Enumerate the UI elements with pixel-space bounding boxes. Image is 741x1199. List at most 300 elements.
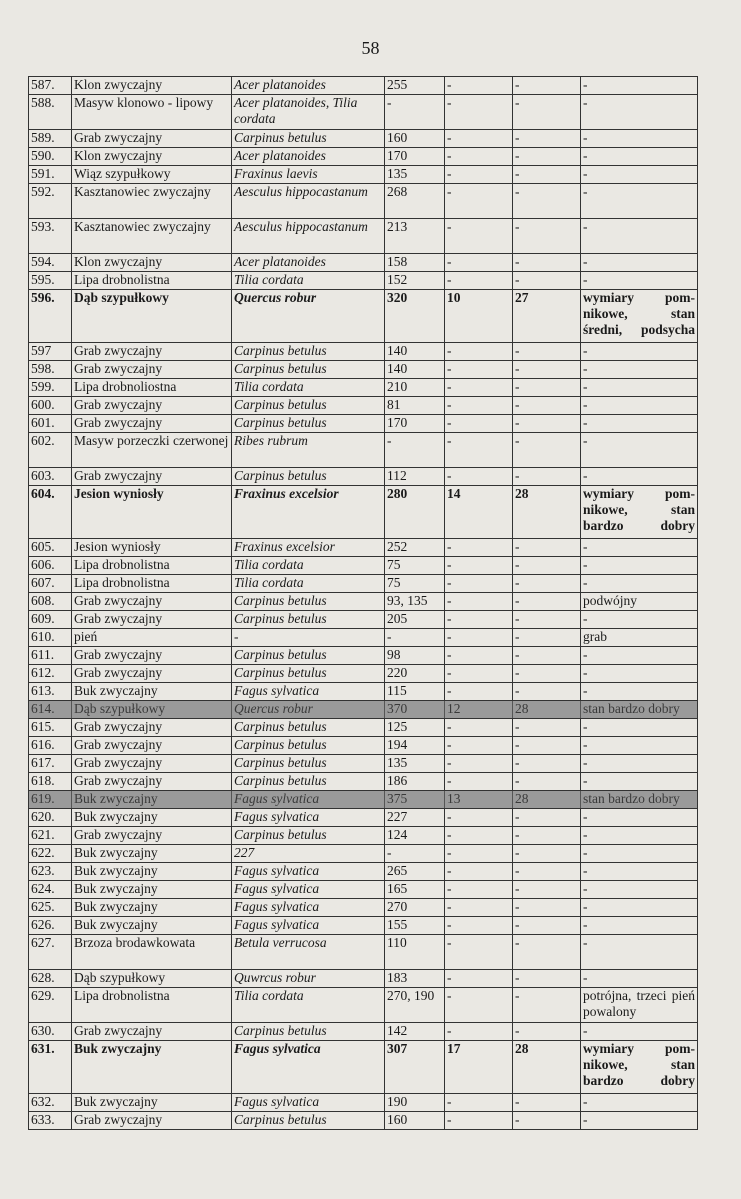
cell-row-number: 602. bbox=[31, 433, 55, 448]
table-row bbox=[29, 557, 697, 575]
cell-row-number: 596. bbox=[31, 290, 55, 305]
cell-circumference: 112 bbox=[384, 468, 444, 485]
cell-remarks: - bbox=[580, 683, 697, 700]
cell-remarks: - bbox=[580, 611, 697, 628]
cell-polish-name: Grab zwyczajny bbox=[71, 415, 231, 432]
table-row bbox=[29, 95, 697, 130]
cell-crown-width: 28 bbox=[512, 791, 580, 808]
cell-height: - bbox=[444, 433, 512, 467]
cell-crown-width: - bbox=[512, 361, 580, 378]
cell-row-number: 612. bbox=[31, 665, 55, 680]
cell-crown-width: - bbox=[512, 593, 580, 610]
cell-height: - bbox=[444, 379, 512, 396]
cell-row-number: 595. bbox=[31, 272, 55, 287]
cell-remarks: - bbox=[580, 845, 697, 862]
cell-height: - bbox=[444, 468, 512, 485]
cell-row-number: 617. bbox=[31, 755, 55, 770]
table-row bbox=[29, 290, 697, 343]
cell-height: - bbox=[444, 1094, 512, 1111]
cell-crown-width: 27 bbox=[512, 290, 580, 342]
cell-remarks: - bbox=[580, 863, 697, 880]
cell-polish-name: Grab zwyczajny bbox=[71, 1023, 231, 1040]
cell-remarks: - bbox=[580, 148, 697, 165]
cell-crown-width: - bbox=[512, 737, 580, 754]
cell-crown-width: - bbox=[512, 254, 580, 271]
cell-height: - bbox=[444, 863, 512, 880]
cell-height: - bbox=[444, 881, 512, 898]
cell-crown-width: - bbox=[512, 1023, 580, 1040]
cell-remarks: - bbox=[580, 130, 697, 147]
cell-crown-width: 28 bbox=[512, 486, 580, 538]
cell-polish-name: Jesion wyniosły bbox=[71, 539, 231, 556]
cell-crown-width: - bbox=[512, 1094, 580, 1111]
cell-circumference: 270 bbox=[384, 899, 444, 916]
cell-polish-name: Buk zwyczajny bbox=[71, 881, 231, 898]
cell-polish-name: Grab zwyczajny bbox=[71, 647, 231, 664]
table-row bbox=[29, 539, 697, 557]
cell-latin-name: 227 bbox=[231, 845, 384, 862]
table-row bbox=[29, 791, 697, 809]
cell-circumference: 158 bbox=[384, 254, 444, 271]
cell-crown-width: - bbox=[512, 881, 580, 898]
table-row bbox=[29, 130, 697, 148]
cell-polish-name: Lipa drobnolistna bbox=[71, 988, 231, 1022]
cell-crown-width: - bbox=[512, 935, 580, 969]
cell-row-number: 592. bbox=[31, 184, 55, 199]
cell-crown-width: - bbox=[512, 845, 580, 862]
cell-row-number: 604. bbox=[31, 486, 55, 501]
cell-crown-width: - bbox=[512, 77, 580, 94]
cell-latin-name: Quercus robur bbox=[231, 701, 384, 718]
cell-circumference: 98 bbox=[384, 647, 444, 664]
cell-latin-name: Fraxinus laevis bbox=[231, 166, 384, 183]
table-row bbox=[29, 737, 697, 755]
cell-latin-name: Fagus sylvatica bbox=[231, 791, 384, 808]
cell-latin-name: Carpinus betulus bbox=[231, 1023, 384, 1040]
cell-row-number: 606. bbox=[31, 557, 55, 572]
cell-row-number: 626. bbox=[31, 917, 55, 932]
cell-polish-name: Grab zwyczajny bbox=[71, 130, 231, 147]
cell-polish-name: Brzoza brodawkowata bbox=[71, 935, 231, 969]
cell-remarks: - bbox=[580, 809, 697, 826]
cell-circumference: 265 bbox=[384, 863, 444, 880]
cell-remarks: - bbox=[580, 935, 697, 969]
table-row bbox=[29, 845, 697, 863]
cell-latin-name: Tilia cordata bbox=[231, 575, 384, 592]
cell-latin-name: Carpinus betulus bbox=[231, 343, 384, 360]
cell-circumference: 252 bbox=[384, 539, 444, 556]
cell-row-number: 609. bbox=[31, 611, 55, 626]
cell-circumference: 270, 190 bbox=[384, 988, 444, 1022]
cell-latin-name: Carpinus betulus bbox=[231, 468, 384, 485]
cell-crown-width: - bbox=[512, 433, 580, 467]
cell-remarks: - bbox=[580, 219, 697, 253]
cell-row-number: 627. bbox=[31, 935, 55, 950]
table-row bbox=[29, 755, 697, 773]
table-row bbox=[29, 343, 697, 361]
cell-polish-name: Buk zwyczajny bbox=[71, 1094, 231, 1111]
cell-height: - bbox=[444, 415, 512, 432]
cell-crown-width: - bbox=[512, 917, 580, 934]
cell-circumference: 152 bbox=[384, 272, 444, 289]
cell-remarks: - bbox=[580, 379, 697, 396]
table-row bbox=[29, 809, 697, 827]
cell-circumference: 140 bbox=[384, 343, 444, 360]
table-row bbox=[29, 575, 697, 593]
cell-polish-name: Jesion wyniosły bbox=[71, 486, 231, 538]
cell-circumference: 124 bbox=[384, 827, 444, 844]
cell-height: - bbox=[444, 755, 512, 772]
cell-remarks: - bbox=[580, 1094, 697, 1111]
cell-circumference: 375 bbox=[384, 791, 444, 808]
cell-height: - bbox=[444, 343, 512, 360]
cell-crown-width: - bbox=[512, 397, 580, 414]
cell-height: - bbox=[444, 647, 512, 664]
cell-row-number: 614. bbox=[31, 701, 55, 716]
cell-remarks: - bbox=[580, 755, 697, 772]
cell-crown-width: - bbox=[512, 899, 580, 916]
cell-remarks: wymiary pom-nikowe, stan średni, podsycha bbox=[580, 290, 697, 342]
cell-row-number: 600. bbox=[31, 397, 55, 412]
cell-polish-name: Grab zwyczajny bbox=[71, 611, 231, 628]
table-row bbox=[29, 881, 697, 899]
table-row bbox=[29, 1041, 697, 1094]
cell-circumference: 93, 135 bbox=[384, 593, 444, 610]
cell-polish-name: Grab zwyczajny bbox=[71, 773, 231, 790]
cell-row-number: 621. bbox=[31, 827, 55, 842]
table-row bbox=[29, 665, 697, 683]
cell-height: - bbox=[444, 1023, 512, 1040]
cell-latin-name: Tilia cordata bbox=[231, 379, 384, 396]
cell-height: - bbox=[444, 95, 512, 129]
cell-row-number: 599. bbox=[31, 379, 55, 394]
cell-polish-name: Lipa drobnolistna bbox=[71, 272, 231, 289]
cell-row-number: 624. bbox=[31, 881, 55, 896]
cell-row-number: 615. bbox=[31, 719, 55, 734]
cell-circumference: - bbox=[384, 845, 444, 862]
table-row bbox=[29, 827, 697, 845]
cell-row-number: 629. bbox=[31, 988, 55, 1003]
table-row bbox=[29, 935, 697, 970]
cell-crown-width: 28 bbox=[512, 701, 580, 718]
cell-polish-name: Buk zwyczajny bbox=[71, 1041, 231, 1093]
cell-circumference: 183 bbox=[384, 970, 444, 987]
cell-circumference: 75 bbox=[384, 575, 444, 592]
cell-height: - bbox=[444, 184, 512, 218]
cell-circumference: 81 bbox=[384, 397, 444, 414]
cell-height: - bbox=[444, 988, 512, 1022]
table-row bbox=[29, 361, 697, 379]
cell-circumference: 205 bbox=[384, 611, 444, 628]
cell-height: - bbox=[444, 166, 512, 183]
cell-row-number: 589. bbox=[31, 130, 55, 145]
cell-polish-name: Buk zwyczajny bbox=[71, 917, 231, 934]
table-row bbox=[29, 219, 697, 254]
cell-polish-name: pień bbox=[71, 629, 231, 646]
cell-polish-name: Klon zwyczajny bbox=[71, 148, 231, 165]
cell-height: - bbox=[444, 1112, 512, 1129]
cell-latin-name: Acer platanoides bbox=[231, 148, 384, 165]
cell-latin-name: Fagus sylvatica bbox=[231, 809, 384, 826]
cell-height: - bbox=[444, 557, 512, 574]
cell-polish-name: Buk zwyczajny bbox=[71, 899, 231, 916]
cell-remarks: - bbox=[580, 539, 697, 556]
cell-circumference: 190 bbox=[384, 1094, 444, 1111]
cell-crown-width: - bbox=[512, 970, 580, 987]
cell-circumference: 165 bbox=[384, 881, 444, 898]
cell-polish-name: Lipa drobnoliostna bbox=[71, 379, 231, 396]
table-row bbox=[29, 593, 697, 611]
cell-crown-width: - bbox=[512, 827, 580, 844]
cell-remarks: - bbox=[580, 433, 697, 467]
cell-height: - bbox=[444, 665, 512, 682]
cell-remarks: - bbox=[580, 970, 697, 987]
table-row bbox=[29, 486, 697, 539]
table-row bbox=[29, 629, 697, 647]
cell-row-number: 594. bbox=[31, 254, 55, 269]
cell-circumference: 227 bbox=[384, 809, 444, 826]
cell-polish-name: Buk zwyczajny bbox=[71, 791, 231, 808]
cell-polish-name: Buk zwyczajny bbox=[71, 683, 231, 700]
cell-row-number: 616. bbox=[31, 737, 55, 752]
table-row bbox=[29, 683, 697, 701]
cell-crown-width: - bbox=[512, 130, 580, 147]
cell-row-number: 597 bbox=[31, 343, 52, 358]
cell-latin-name: Ribes rubrum bbox=[231, 433, 384, 467]
cell-polish-name: Buk zwyczajny bbox=[71, 809, 231, 826]
cell-polish-name: Grab zwyczajny bbox=[71, 755, 231, 772]
table-row bbox=[29, 166, 697, 184]
cell-height: 12 bbox=[444, 701, 512, 718]
cell-polish-name: Masyw porzeczki czerwonej bbox=[71, 433, 231, 467]
table-row bbox=[29, 1112, 697, 1130]
cell-remarks: - bbox=[580, 77, 697, 94]
cell-crown-width: - bbox=[512, 575, 580, 592]
cell-remarks: - bbox=[580, 95, 697, 129]
table-row bbox=[29, 254, 697, 272]
table-row bbox=[29, 917, 697, 935]
cell-remarks: - bbox=[580, 719, 697, 736]
cell-polish-name: Grab zwyczajny bbox=[71, 468, 231, 485]
cell-polish-name: Dąb szypułkowy bbox=[71, 970, 231, 987]
cell-remarks: - bbox=[580, 397, 697, 414]
table-row bbox=[29, 719, 697, 737]
cell-latin-name: Tilia cordata bbox=[231, 272, 384, 289]
cell-circumference: 307 bbox=[384, 1041, 444, 1093]
cell-row-number: 610. bbox=[31, 629, 55, 644]
cell-circumference: 115 bbox=[384, 683, 444, 700]
cell-remarks: - bbox=[580, 827, 697, 844]
cell-height: - bbox=[444, 219, 512, 253]
cell-remarks: - bbox=[580, 1112, 697, 1129]
cell-latin-name: Fagus sylvatica bbox=[231, 1094, 384, 1111]
cell-row-number: 622. bbox=[31, 845, 55, 860]
cell-height: - bbox=[444, 148, 512, 165]
cell-row-number: 619. bbox=[31, 791, 55, 806]
cell-remarks: - bbox=[580, 881, 697, 898]
cell-height: 13 bbox=[444, 791, 512, 808]
cell-row-number: 593. bbox=[31, 219, 55, 234]
cell-latin-name: Fraxinus excelsior bbox=[231, 486, 384, 538]
cell-remarks: - bbox=[580, 415, 697, 432]
cell-height: - bbox=[444, 593, 512, 610]
cell-crown-width: - bbox=[512, 468, 580, 485]
cell-polish-name: Lipa drobnolistna bbox=[71, 557, 231, 574]
cell-polish-name: Klon zwyczajny bbox=[71, 77, 231, 94]
cell-polish-name: Grab zwyczajny bbox=[71, 593, 231, 610]
cell-remarks: - bbox=[580, 166, 697, 183]
cell-row-number: 632. bbox=[31, 1094, 55, 1109]
cell-polish-name: Kasztanowiec zwyczajny bbox=[71, 219, 231, 253]
cell-latin-name: Carpinus betulus bbox=[231, 415, 384, 432]
table-row bbox=[29, 77, 697, 95]
cell-latin-name: Fagus sylvatica bbox=[231, 683, 384, 700]
cell-circumference: 125 bbox=[384, 719, 444, 736]
cell-polish-name: Grab zwyczajny bbox=[71, 827, 231, 844]
cell-height: - bbox=[444, 272, 512, 289]
table-row bbox=[29, 397, 697, 415]
table-row bbox=[29, 468, 697, 486]
table-row bbox=[29, 970, 697, 988]
cell-height: 10 bbox=[444, 290, 512, 342]
cell-circumference: 140 bbox=[384, 361, 444, 378]
cell-circumference: 194 bbox=[384, 737, 444, 754]
cell-crown-width: - bbox=[512, 665, 580, 682]
cell-row-number: 611. bbox=[31, 647, 55, 662]
table-row bbox=[29, 863, 697, 881]
cell-circumference: - bbox=[384, 433, 444, 467]
table-row bbox=[29, 773, 697, 791]
table-row bbox=[29, 899, 697, 917]
cell-crown-width: - bbox=[512, 166, 580, 183]
cell-remarks: - bbox=[580, 468, 697, 485]
cell-remarks: - bbox=[580, 737, 697, 754]
cell-row-number: 630. bbox=[31, 1023, 55, 1038]
table-row bbox=[29, 1094, 697, 1112]
cell-crown-width: 28 bbox=[512, 1041, 580, 1093]
cell-circumference: 186 bbox=[384, 773, 444, 790]
cell-height: - bbox=[444, 130, 512, 147]
cell-latin-name: Carpinus betulus bbox=[231, 593, 384, 610]
table-row bbox=[29, 1023, 697, 1041]
cell-circumference: - bbox=[384, 95, 444, 129]
cell-row-number: 587. bbox=[31, 77, 55, 92]
cell-remarks: - bbox=[580, 575, 697, 592]
cell-crown-width: - bbox=[512, 629, 580, 646]
cell-crown-width: - bbox=[512, 379, 580, 396]
cell-circumference: 160 bbox=[384, 1112, 444, 1129]
cell-height: - bbox=[444, 845, 512, 862]
cell-latin-name: Carpinus betulus bbox=[231, 827, 384, 844]
cell-height: - bbox=[444, 683, 512, 700]
cell-circumference: 255 bbox=[384, 77, 444, 94]
cell-latin-name: Fagus sylvatica bbox=[231, 1041, 384, 1093]
cell-circumference: 142 bbox=[384, 1023, 444, 1040]
cell-latin-name: Acer platanoides bbox=[231, 77, 384, 94]
cell-polish-name: Dąb szypułkowy bbox=[71, 290, 231, 342]
cell-crown-width: - bbox=[512, 809, 580, 826]
cell-latin-name: Carpinus betulus bbox=[231, 361, 384, 378]
cell-height: - bbox=[444, 935, 512, 969]
cell-row-number: 633. bbox=[31, 1112, 55, 1127]
cell-latin-name: Carpinus betulus bbox=[231, 1112, 384, 1129]
cell-latin-name: Fagus sylvatica bbox=[231, 899, 384, 916]
table-row bbox=[29, 415, 697, 433]
cell-latin-name: Aesculus hippocastanum bbox=[231, 219, 384, 253]
cell-latin-name: Quercus robur bbox=[231, 290, 384, 342]
cell-crown-width: - bbox=[512, 755, 580, 772]
cell-circumference: - bbox=[384, 629, 444, 646]
cell-height: - bbox=[444, 719, 512, 736]
cell-polish-name: Buk zwyczajny bbox=[71, 863, 231, 880]
cell-latin-name: Carpinus betulus bbox=[231, 647, 384, 664]
cell-height: - bbox=[444, 773, 512, 790]
cell-height: - bbox=[444, 899, 512, 916]
cell-polish-name: Grab zwyczajny bbox=[71, 397, 231, 414]
cell-remarks: - bbox=[580, 647, 697, 664]
table-row bbox=[29, 647, 697, 665]
cell-latin-name: Fraxinus excelsior bbox=[231, 539, 384, 556]
table-row bbox=[29, 611, 697, 629]
cell-polish-name: Lipa drobnolistna bbox=[71, 575, 231, 592]
cell-latin-name: Carpinus betulus bbox=[231, 611, 384, 628]
cell-remarks: - bbox=[580, 899, 697, 916]
table-row bbox=[29, 148, 697, 166]
cell-height: - bbox=[444, 827, 512, 844]
cell-remarks: wymiary pom-nikowe, stan bardzo dobry bbox=[580, 1041, 697, 1093]
cell-latin-name: Carpinus betulus bbox=[231, 755, 384, 772]
cell-circumference: 220 bbox=[384, 665, 444, 682]
cell-latin-name: Tilia cordata bbox=[231, 557, 384, 574]
cell-row-number: 613. bbox=[31, 683, 55, 698]
cell-remarks: stan bardzo dobry bbox=[580, 701, 697, 718]
cell-polish-name: Grab zwyczajny bbox=[71, 361, 231, 378]
cell-circumference: 170 bbox=[384, 415, 444, 432]
cell-remarks: - bbox=[580, 184, 697, 218]
cell-height: - bbox=[444, 611, 512, 628]
cell-row-number: 601. bbox=[31, 415, 55, 430]
cell-crown-width: - bbox=[512, 683, 580, 700]
cell-latin-name: Acer platanoides bbox=[231, 254, 384, 271]
cell-circumference: 280 bbox=[384, 486, 444, 538]
cell-remarks: potrójna, trzeci pień powalony bbox=[580, 988, 697, 1022]
table-row bbox=[29, 988, 697, 1023]
table-row bbox=[29, 272, 697, 290]
cell-height: - bbox=[444, 361, 512, 378]
cell-polish-name: Grab zwyczajny bbox=[71, 665, 231, 682]
cell-remarks: - bbox=[580, 665, 697, 682]
cell-circumference: 135 bbox=[384, 755, 444, 772]
cell-remarks: - bbox=[580, 557, 697, 574]
cell-polish-name: Grab zwyczajny bbox=[71, 719, 231, 736]
cell-crown-width: - bbox=[512, 95, 580, 129]
cell-height: 17 bbox=[444, 1041, 512, 1093]
cell-row-number: 591. bbox=[31, 166, 55, 181]
cell-crown-width: - bbox=[512, 719, 580, 736]
cell-row-number: 620. bbox=[31, 809, 55, 824]
cell-height: - bbox=[444, 254, 512, 271]
cell-latin-name: Carpinus betulus bbox=[231, 397, 384, 414]
cell-remarks: - bbox=[580, 773, 697, 790]
cell-remarks: - bbox=[580, 254, 697, 271]
cell-height: - bbox=[444, 629, 512, 646]
cell-row-number: 618. bbox=[31, 773, 55, 788]
cell-remarks: grab bbox=[580, 629, 697, 646]
cell-latin-name: Carpinus betulus bbox=[231, 665, 384, 682]
cell-crown-width: - bbox=[512, 148, 580, 165]
cell-row-number: 605. bbox=[31, 539, 55, 554]
cell-circumference: 210 bbox=[384, 379, 444, 396]
